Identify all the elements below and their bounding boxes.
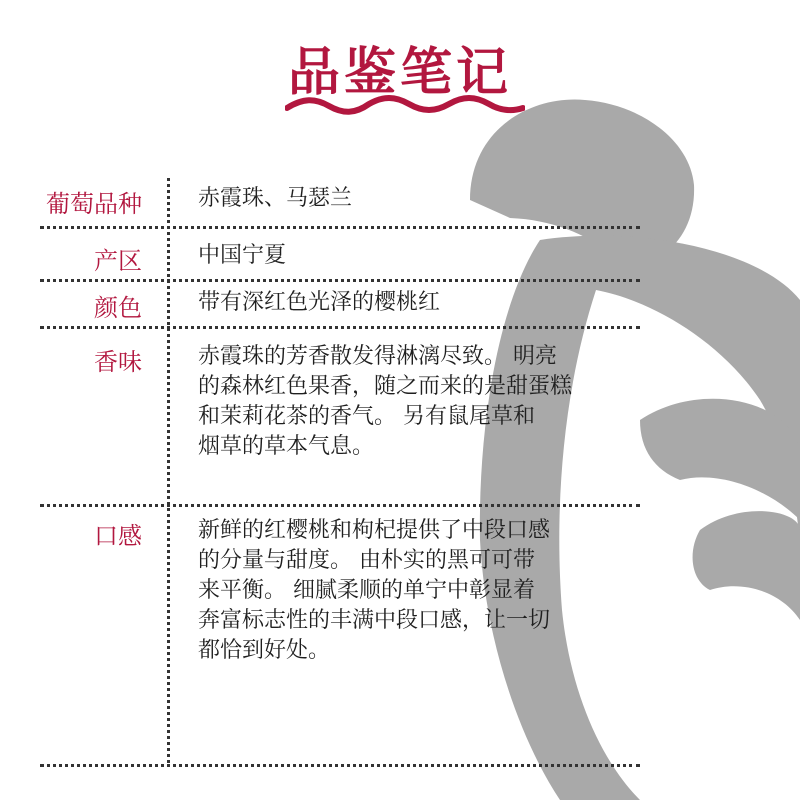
row-value-color: 带有深红色光泽的樱桃红 [198,290,441,315]
row-label-palate: 口感 [94,522,142,550]
row-value-region: 中国宁夏 [198,243,287,268]
vertical-divider [167,178,170,763]
row-label-aroma: 香味 [94,348,142,376]
row-value-aroma: 赤霞珠的芳香散发得淋漓尽致。 明亮 的森林红色果香，随之而来的是甜蛋糕 和茉莉花茶的香气。 另有鼠尾草和 烟草的草本气息。 [198,344,573,459]
row-divider [40,504,640,507]
wavy-underline-icon [285,92,525,118]
row-value-grape: 赤霞珠、马瑟兰 [198,186,353,211]
row-value-palate: 新鲜的红樱桃和枸杞提供了中段口感 的分量与甜度。 由朴实的黑可可带 来平衡。 细腻柔顺的单宁中彰显着 奔富标志性的丰满中段口感，让一切 都恰到好处。 [198,518,551,663]
row-label-grape: 葡萄品种 [46,190,142,218]
page-title: 品鉴笔记 [287,43,512,103]
row-divider [40,226,640,229]
row-label-color: 颜色 [94,294,142,322]
bottom-divider [40,764,640,767]
row-divider [40,326,640,329]
row-divider [40,279,640,282]
row-label-region: 产区 [94,247,142,275]
